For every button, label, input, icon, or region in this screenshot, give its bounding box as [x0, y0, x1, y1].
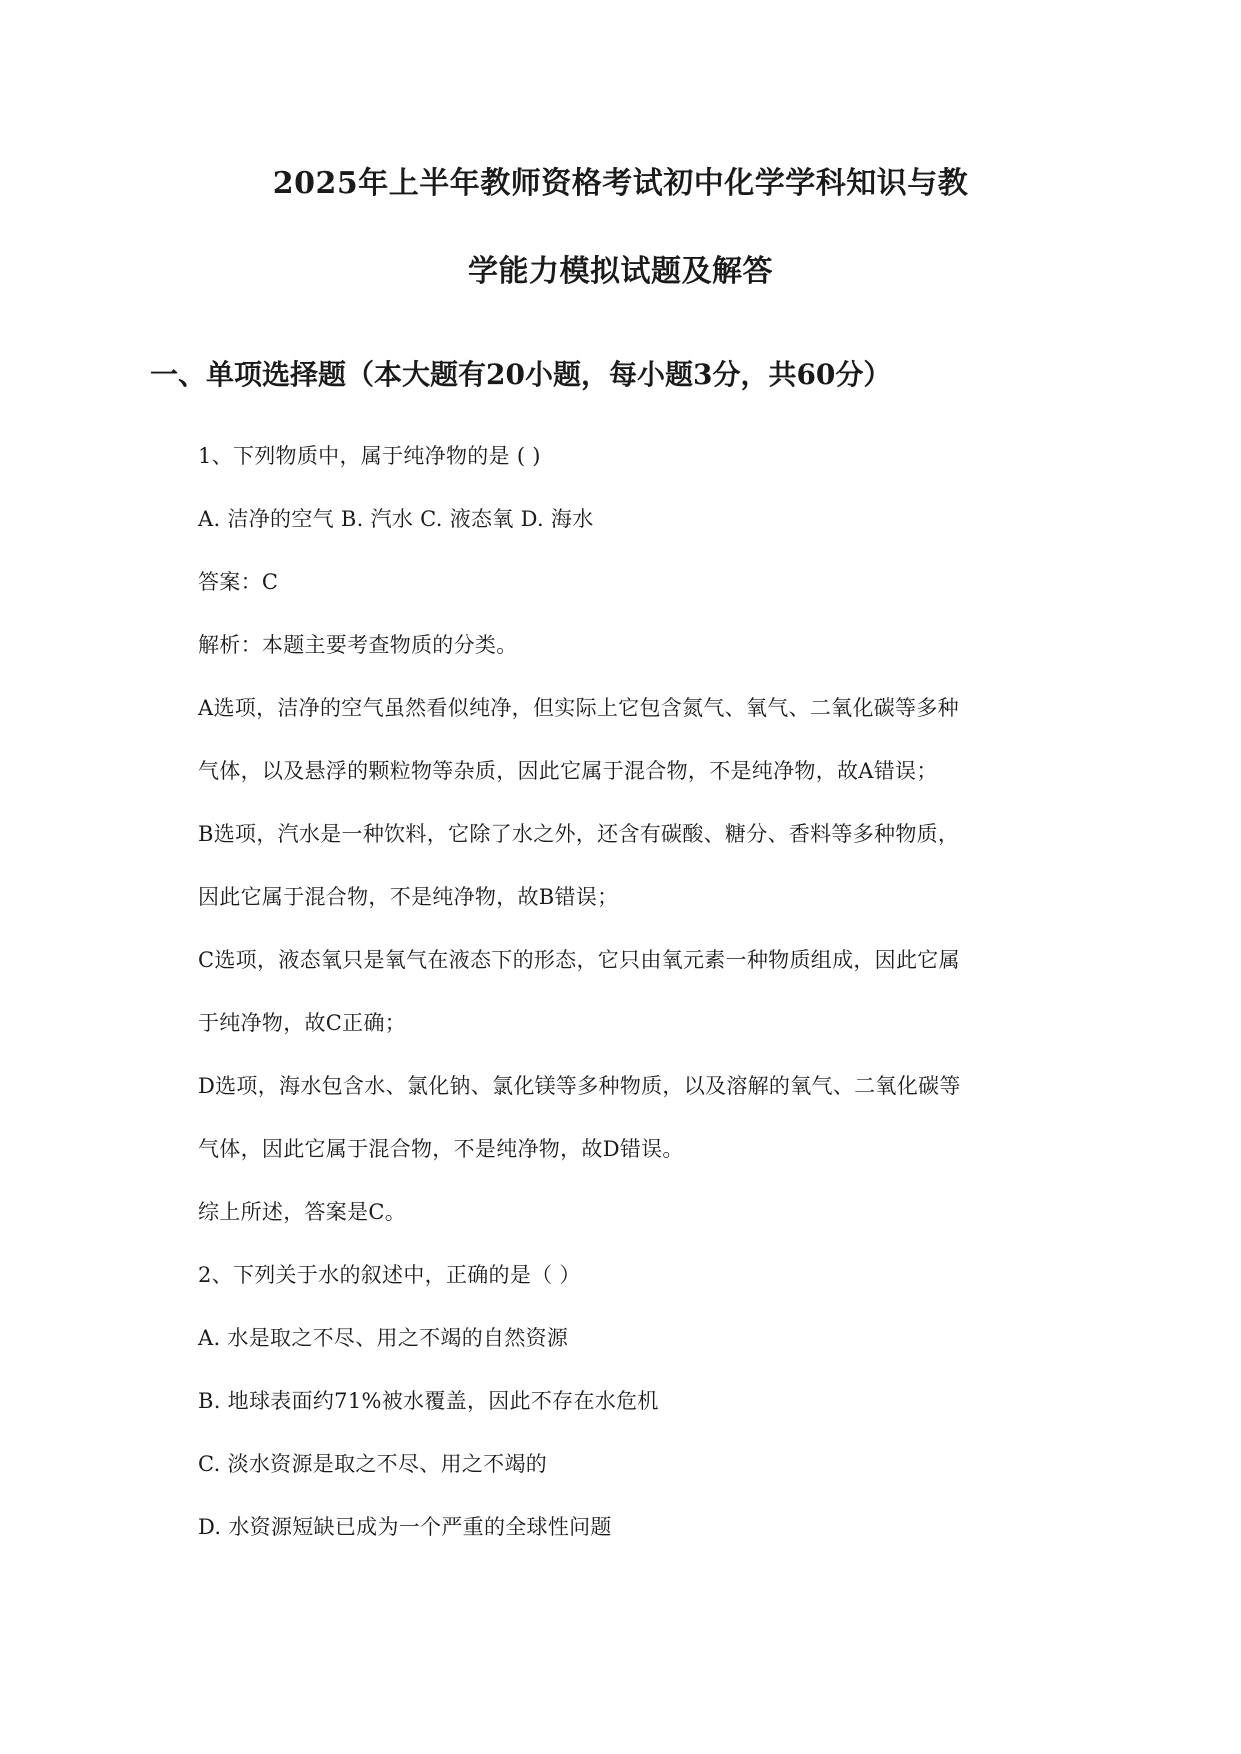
question-1-option-a-explanation-1: A选项，洁净的空气虽然看似纯净，但实际上它包含氮气、氧气、二氧化碳等多种: [198, 696, 959, 720]
question-2-option-c: C. 淡水资源是取之不尽、用之不竭的: [198, 1452, 548, 1476]
question-1-option-c-explanation-1: C选项，液态氧只是氧气在液态下的形态，它只由氧元素一种物质组成，因此它属: [198, 948, 960, 972]
question-1-option-c-explanation-2: 于纯净物，故C正确；: [198, 1011, 407, 1035]
question-1-options: A. 洁净的空气 B. 汽水 C. 液态氧 D. 海水: [198, 507, 594, 531]
question-1-option-d-explanation-1: D选项，海水包含水、氯化钠、氯化镁等多种物质，以及溶解的氧气、二氧化碳等: [198, 1074, 961, 1098]
question-1-option-b-explanation-2: 因此它属于混合物，不是纯净物，故B错误；: [198, 885, 619, 909]
question-1-stem: 1、下列物质中，属于纯净物的是 ( ): [198, 444, 541, 468]
question-2-option-d: D. 水资源短缺已成为一个严重的全球性问题: [198, 1515, 612, 1539]
question-1-option-a-explanation-2: 气体，以及悬浮的颗粒物等杂质，因此它属于混合物，不是纯净物，故A错误；: [198, 759, 938, 783]
question-1-analysis: 解析：本题主要考查物质的分类。: [198, 633, 518, 657]
document-title-line-1: 2025年上半年教师资格考试初中化学学科知识与教: [272, 166, 969, 201]
question-1-answer: 答案：C: [198, 570, 279, 594]
question-1-summary: 综上所述，答案是C。: [198, 1200, 407, 1224]
question-2-option-b: B. 地球表面约71%被水覆盖，因此不存在水危机: [198, 1389, 659, 1413]
document-title-line-2: 学能力模拟试题及解答: [468, 254, 773, 289]
question-1-option-b-explanation-1: B选项，汽水是一种饮料，它除了水之外，还含有碳酸、糖分、香料等多种物质，: [198, 822, 960, 846]
question-2-option-a: A. 水是取之不尽、用之不竭的自然资源: [198, 1326, 569, 1350]
section-heading: 一、单项选择题（本大题有20小题，每小题3分，共60分）: [150, 358, 892, 391]
question-2-stem: 2、下列关于水的叙述中，正确的是（ ）: [198, 1263, 581, 1287]
question-1-option-d-explanation-2: 气体，因此它属于混合物，不是纯净物，故D错误。: [198, 1137, 684, 1161]
